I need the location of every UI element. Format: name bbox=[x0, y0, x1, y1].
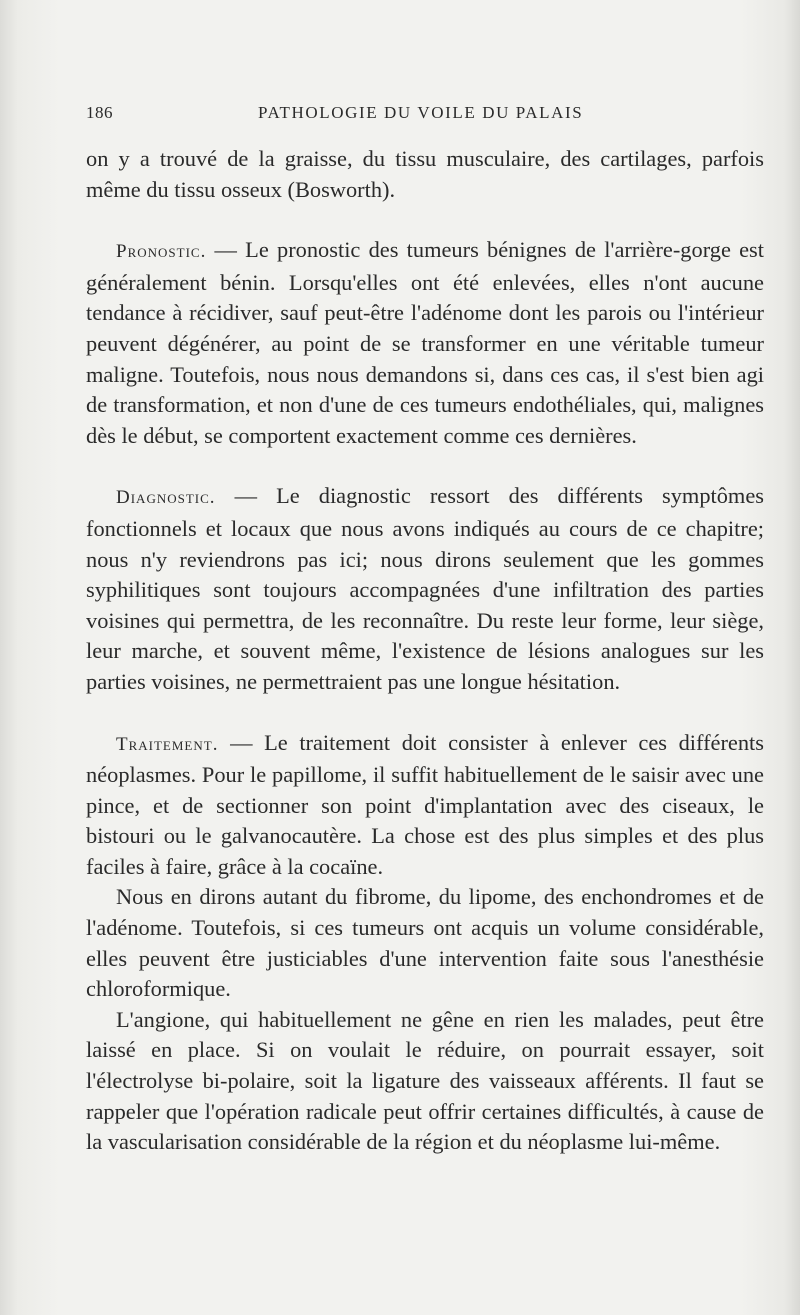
paragraph-pronostic bbox=[86, 235, 764, 451]
paragraph-fibrome bbox=[86, 882, 764, 1004]
paragraph-text: on y a trouvé de la graisse, du tissu musculaire, des cartilages, parfois même du tissu osseux (Bosworth). bbox=[86, 146, 764, 202]
paragraph-text: Nous en dirons autant du fibrome, du lipome, des enchondromes et de l'adénome. Toutefois, si ces tumeurs ont acquis un volume considérable, elles peuvent être justiciables d'une intervention faite sous l'anesthésie chloroformique. bbox=[86, 884, 764, 1002]
running-title: PATHOLOGIE DU VOILE DU PALAIS bbox=[258, 103, 584, 122]
paragraph-text: — Le traitement doit consister à enlever ces différents néoplasmes. Pour le papillome, il suffit habituellement de le saisir avec une pince, et de sectionner son point d'implantation avec des ciseaux, le bistouri ou le galvanocautère. La chose est des plus simples et des plus faciles à faire, grâce à la cocaïne. bbox=[86, 729, 764, 879]
paragraph-text: — Le diagnostic ressort des différents symptômes fonctionnels et locaux que nous avons indiqués au cours de ce chapitre; nous n'y reviendrons pas ici; nous dirons seulement que les gommes syphilitiques sont toujours accompagnées d'une infiltration des parties voisines qui permettra, de les reconnaître. Du reste leur forme, leur siège, leur marche, et souvent même, l'existence de lésions analogues sur les parties voisines, ne permettraient pas une longue hésitation. bbox=[86, 483, 764, 694]
paragraph-continuation bbox=[86, 144, 764, 205]
paragraph-traitement bbox=[86, 728, 764, 883]
section-heading-pronostic: Pronostic. bbox=[116, 241, 207, 263]
paragraph-angione bbox=[86, 1005, 764, 1158]
page-header bbox=[86, 103, 768, 131]
section-heading-traitement: Traitement. bbox=[116, 733, 219, 755]
paragraph-diagnostic bbox=[86, 481, 764, 697]
page-number: 186 bbox=[86, 103, 113, 122]
paragraph-text: — Le pronostic des tumeurs bénignes de l'arrière-gorge est généralement bénin. Lorsqu'elles ont été enlevées, elles n'ont aucune tendance à récidiver, sauf peut-être l'adénome dont les parois ou l'intérieur peuvent dégénérer, au point de se transformer en une véritable tumeur maligne. Toutefois, nous nous demandons si, dans ces cas, il s'est bien agi de transformation, et non d'une de ces tumeurs endothéliales, qui, malignes dès le début, se comportent exactement comme ces dernières. bbox=[86, 237, 764, 448]
body-text bbox=[86, 144, 764, 1158]
section-heading-diagnostic: Diagnostic. bbox=[116, 487, 216, 509]
paragraph-text: L'angione, qui habituellement ne gêne en rien les malades, peut être laissé en place. Si on voulait le réduire, on pourrait essayer, soit l'électrolyse bi-polaire, soit la ligature des vaisseaux afférents. Il faut se rappeler que l'opération radicale peut offrir certaines difficultés, à cause de la vascularisation considérable de la région et du néoplasme lui-même. bbox=[86, 1006, 764, 1155]
